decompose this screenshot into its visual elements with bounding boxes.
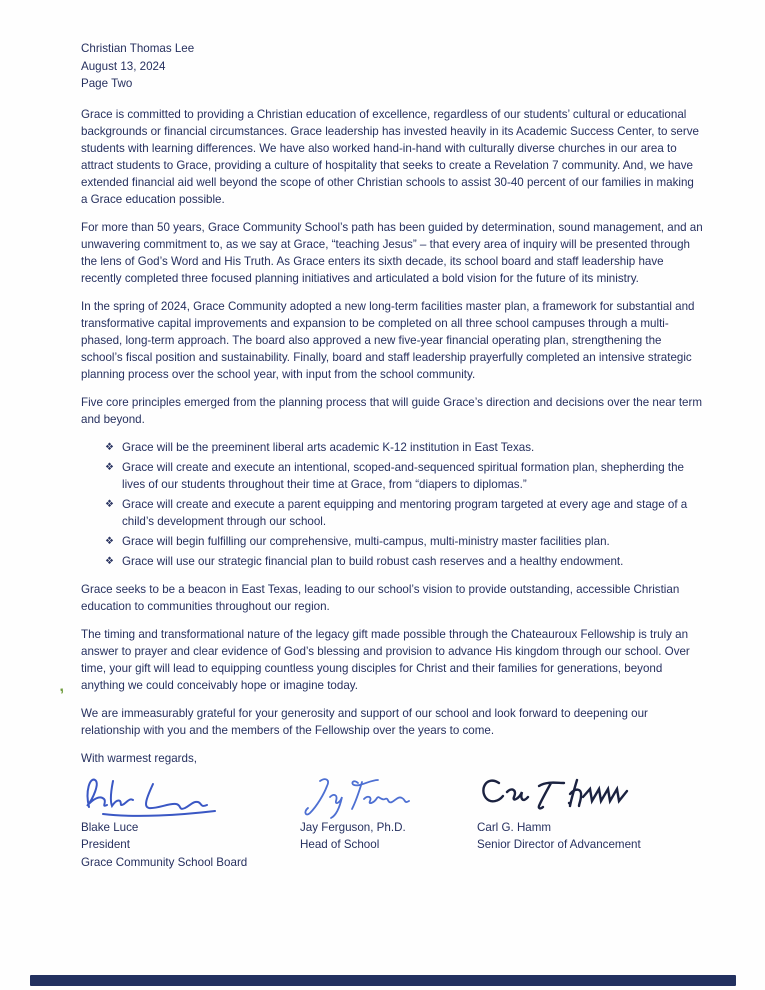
body-paragraph-3: In the spring of 2024, Grace Community adopted a new long-term facilities master plan, a framework for substantial and transformative capital improvements and expansion to be completed on all three school campuses through a multi-phased, long-term approach. The board also approved a new five-year financial operating plan, strengthening the school’s fiscal position and sustainability. Finally, board and staff leadership prayerfully completed an intensive strategic planning process over the school year, with input from the school community. bbox=[81, 299, 695, 381]
signature-blake-luce bbox=[81, 773, 300, 819]
signature-block bbox=[81, 773, 703, 872]
list-item bbox=[105, 459, 703, 493]
recipient-name: Christian Thomas Lee bbox=[81, 42, 195, 55]
signer-column-carl-hamm bbox=[477, 773, 703, 872]
letter-content bbox=[81, 40, 703, 871]
signature-jay-ferguson bbox=[300, 773, 477, 819]
handwritten-signature-icon bbox=[300, 773, 430, 819]
letter-header bbox=[81, 40, 703, 93]
footer-scan-bar bbox=[30, 975, 736, 986]
list-item bbox=[105, 439, 703, 456]
letter-date: August 13, 2024 bbox=[81, 59, 166, 73]
list-item-text: Grace will create and execute an intentional, scoped-and-sequenced spiritual formation plan, shepherding the lives of our students throughout their time at Grace, from “diapers to diplomas.” bbox=[122, 460, 685, 491]
closing-line: With warmest regards, bbox=[81, 751, 197, 765]
body-paragraph-2: For more than 50 years, Grace Community School’s path has been guided by determination, sound management, and an unwavering commitment to, as we say at Grace, “teaching Jesus” – that every area of inquiry will be presented through the lens of God’s Word and His Truth. As Grace enters its sixth decade, its school board and staff leadership have recently completed three focused planning initiatives and articulated a bold vision for the future of its ministry. bbox=[81, 220, 703, 285]
list-item-text: Grace will create and execute a parent equipping and mentoring program targeted at every age and stage of a child’s development through our school. bbox=[122, 497, 688, 528]
signer-name: Blake Luce bbox=[81, 820, 139, 834]
body-paragraph-1: Grace is committed to providing a Christian education of excellence, regardless of our students’ cultural or educational backgrounds or financial circumstances. Grace leadership has invested heavily in its Academic Success Center, to serve students with learning differences. We have also worked hand-in-hand with culturally diverse churches in our area to attract students to Grace, providing a culture of hospitality that seeks to create a Revelation 7 community. And, we have extended financial aid well beyond the scope of other Christian schools to assist 30-40 percent of our families in making a Grace education possible. bbox=[81, 107, 699, 206]
list-item-text: Grace will begin fulfilling our comprehensive, multi-campus, multi-ministry master facilities plan. bbox=[122, 534, 610, 548]
signer-title: President bbox=[81, 838, 130, 851]
body-paragraph-4: Five core principles emerged from the planning process that will guide Grace’s direction and decisions over the near term and beyond. bbox=[81, 395, 703, 426]
body-paragraph-5: Grace seeks to be a beacon in East Texas, leading to our school’s vision to provide outstanding, accessible Christian education to communities throughout our region. bbox=[81, 582, 680, 613]
page-number-label: Page Two bbox=[81, 77, 133, 90]
signer-column-blake-luce bbox=[81, 773, 300, 872]
signer-column-jay-ferguson bbox=[300, 773, 477, 872]
body-paragraph-6: The timing and transformational nature of the legacy gift made possible through the Chateauroux Fellowship is truly an answer to prayer and clear evidence of God’s blessing and provision to advance His kingdom through our school. Over time, your gift will lead to equipping countless young disciples for Christ and their families for generations, beyond anything we could conceivably hope or imagine today. bbox=[81, 627, 690, 692]
diamond-bullet-icon: ❖ bbox=[105, 461, 114, 473]
handwritten-signature-icon bbox=[81, 773, 241, 819]
diamond-bullet-icon: ❖ bbox=[105, 498, 114, 510]
signer-title: Head of School bbox=[300, 838, 380, 851]
diamond-bullet-icon: ❖ bbox=[105, 535, 114, 547]
signature-carl-hamm bbox=[477, 773, 703, 819]
list-item-text: Grace will use our strategic financial plan to build robust cash reserves and a healthy endowment. bbox=[122, 554, 624, 568]
list-item bbox=[105, 496, 703, 530]
handwritten-signature-icon bbox=[477, 773, 637, 819]
signer-title: Senior Director of Advancement bbox=[477, 838, 641, 851]
body-paragraph-7: We are immeasurably grateful for your generosity and support of our school and look forward to deepening our relationship with you and the members of the Fellowship over the years to come. bbox=[81, 706, 648, 737]
diamond-bullet-icon: ❖ bbox=[105, 555, 114, 567]
list-item-text: Grace will be the preeminent liberal arts academic K-12 institution in East Texas. bbox=[122, 440, 535, 454]
signer-organization: Grace Community School Board bbox=[81, 855, 248, 869]
signer-name: Jay Ferguson, Ph.D. bbox=[300, 820, 406, 834]
core-principles-list bbox=[81, 439, 703, 570]
list-item bbox=[105, 553, 703, 570]
list-item bbox=[105, 533, 703, 550]
diamond-bullet-icon: ❖ bbox=[105, 441, 114, 453]
signer-name: Carl G. Hamm bbox=[477, 820, 552, 834]
green-ink-annotation-mark: , bbox=[57, 677, 65, 696]
